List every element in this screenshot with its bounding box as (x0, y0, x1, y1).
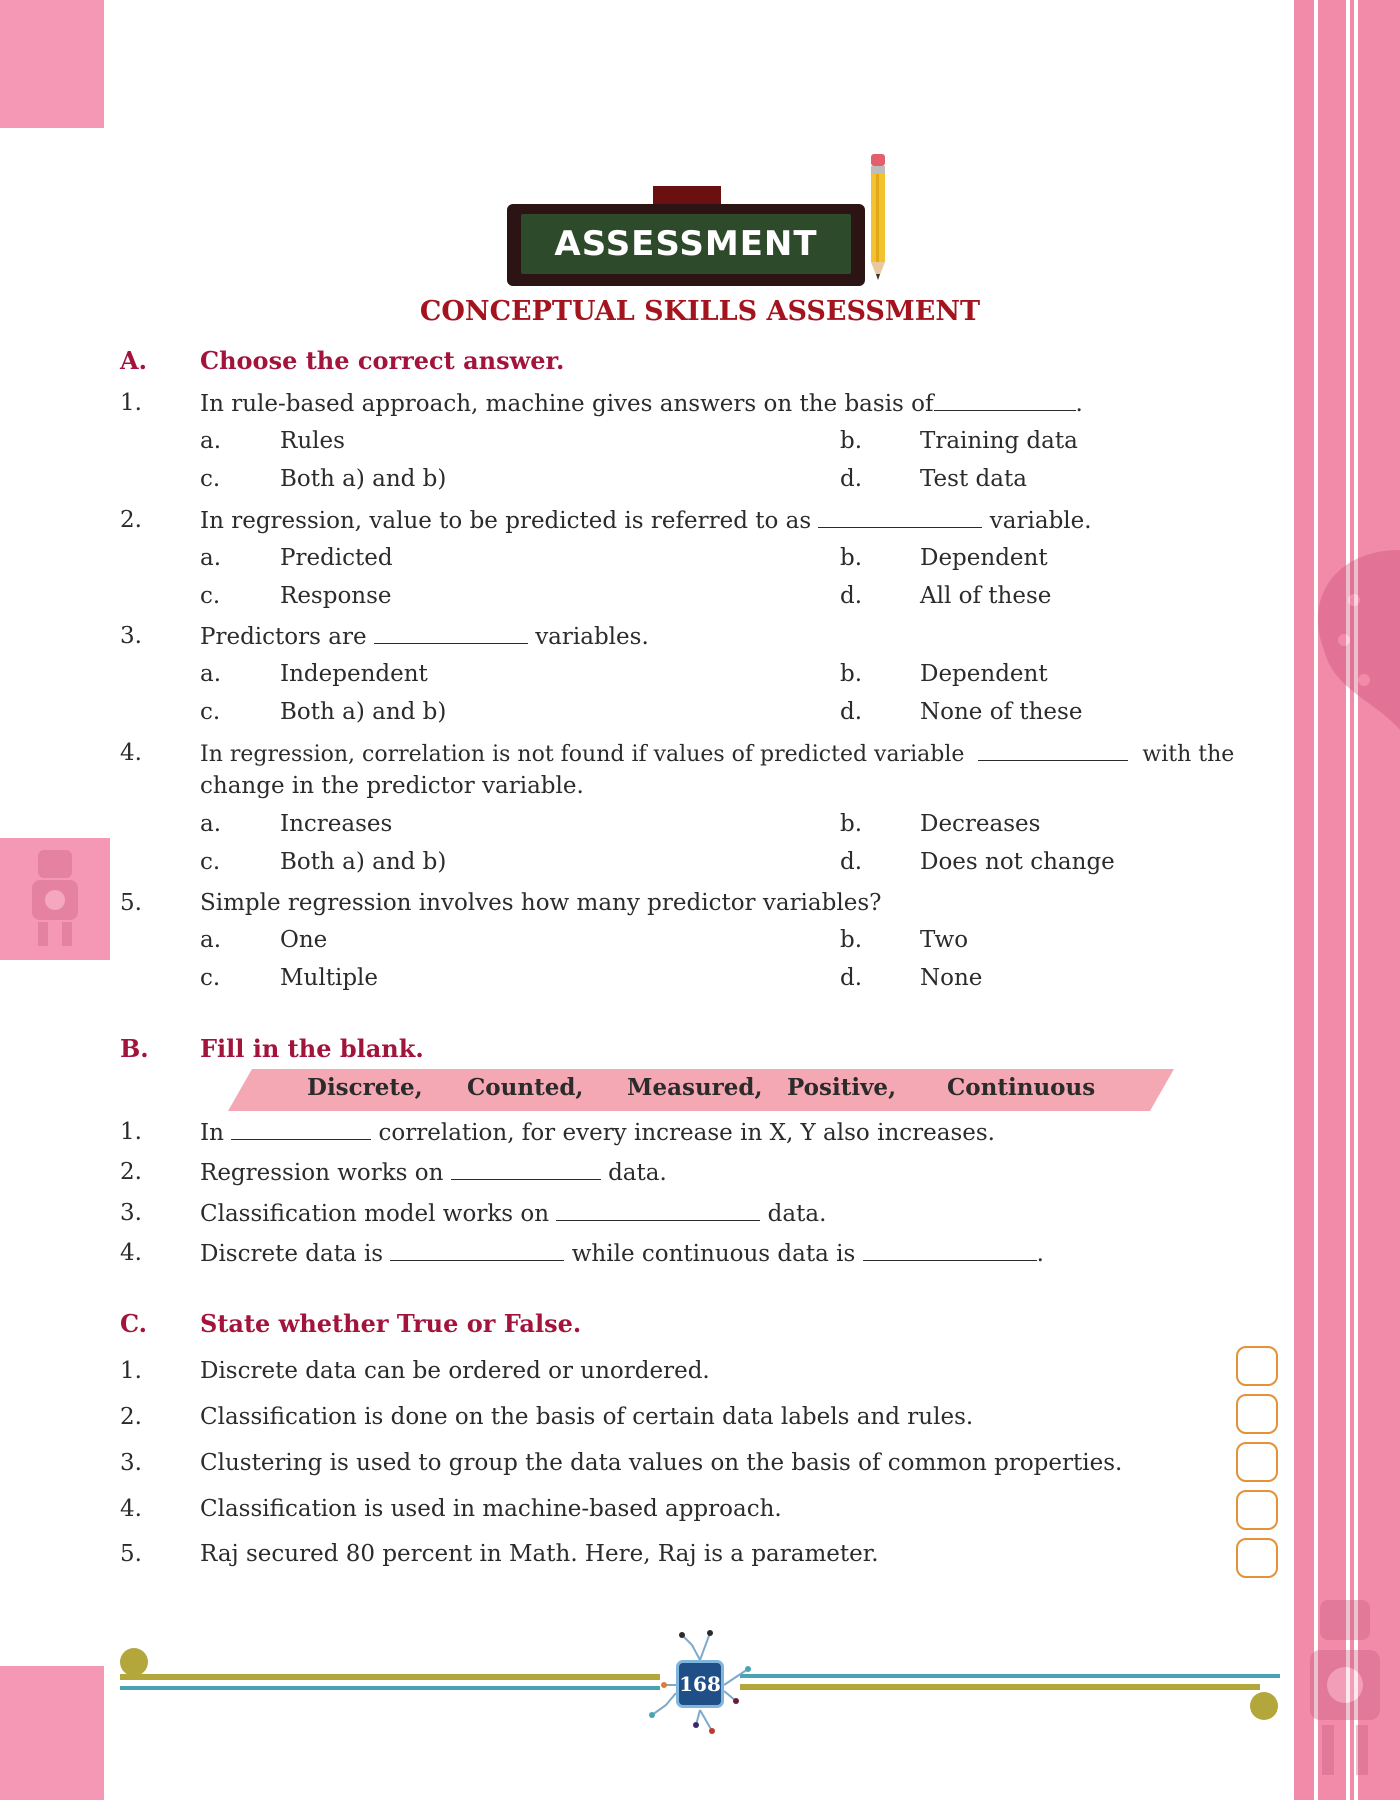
option-text[interactable]: One (280, 927, 328, 953)
option-letter: d. (840, 583, 863, 609)
option-letter: b. (840, 545, 863, 571)
question-text: In regression, value to be predicted is referred to as variable. (200, 505, 1092, 536)
option-letter: c. (200, 849, 221, 875)
option-letter: c. (200, 583, 221, 609)
footer-dot (120, 1648, 148, 1676)
statement-text: Discrete data can be ordered or unordered. (200, 1358, 710, 1384)
pencil-icon (869, 154, 887, 284)
option-text[interactable]: Decreases (920, 811, 1041, 837)
question-number: 1. (120, 390, 142, 416)
option-text[interactable]: Rules (280, 428, 345, 454)
option-text[interactable]: Dependent (920, 545, 1048, 571)
true-false-answer-box[interactable] (1236, 1442, 1278, 1482)
item-number: 2. (120, 1404, 142, 1430)
assessment-logo (505, 150, 895, 290)
option-letter: d. (840, 965, 863, 991)
section-title: State whether True or False. (200, 1309, 582, 1338)
true-false-answer-box[interactable] (1236, 1346, 1278, 1386)
word-bank-item: Discrete, (307, 1074, 423, 1101)
answer-blank[interactable] (231, 1117, 371, 1140)
question-number: 4. (120, 740, 142, 766)
footer-line (740, 1684, 1260, 1690)
answer-blank[interactable] (863, 1238, 1037, 1261)
item-number: 2. (120, 1159, 142, 1185)
statement-text: Classification is used in machine-based approach. (200, 1496, 782, 1522)
true-false-answer-box[interactable] (1236, 1394, 1278, 1434)
question-text: In rule-based approach, machine gives answers on the basis of . (200, 388, 1083, 419)
section-letter: C. (120, 1309, 148, 1338)
option-text[interactable]: Independent (280, 661, 428, 687)
statement-text: Classification is done on the basis of certain data labels and rules. (200, 1404, 974, 1430)
answer-blank[interactable] (934, 388, 1076, 411)
question-number: 5. (120, 890, 142, 916)
question-text: Predictors are variables. (200, 621, 649, 652)
true-false-answer-box[interactable] (1236, 1490, 1278, 1530)
band-stripe (1314, 0, 1318, 1800)
option-text[interactable]: None (920, 965, 983, 991)
option-letter: c. (200, 965, 221, 991)
option-letter: d. (840, 699, 863, 725)
option-letter: c. (200, 466, 221, 492)
item-number: 3. (120, 1450, 142, 1476)
question-number: 3. (120, 623, 142, 649)
option-letter: a. (200, 545, 222, 571)
section-letter: A. (120, 346, 147, 375)
question-text: In regression, correlation is not found if values of predicted variable with the (200, 738, 1234, 770)
word-bank-item: Continuous (947, 1074, 1096, 1101)
option-letter: b. (840, 661, 863, 687)
option-letter: b. (840, 811, 863, 837)
question-text-line2: change in the predictor variable. (200, 773, 584, 799)
option-text[interactable]: All of these (920, 583, 1052, 609)
footer-line (740, 1674, 1280, 1678)
section-letter: B. (120, 1034, 149, 1063)
answer-blank[interactable] (390, 1238, 564, 1261)
item-number: 5. (120, 1541, 142, 1567)
option-letter: a. (200, 661, 222, 687)
item-number: 1. (120, 1358, 142, 1384)
word-bank-item: Counted, (467, 1074, 584, 1101)
top-left-corner-block (0, 0, 104, 128)
option-text[interactable]: Test data (920, 466, 1027, 492)
fill-blank-text: In correlation, for every increase in X, Y also increases. (200, 1117, 995, 1148)
answer-blank[interactable] (374, 621, 528, 644)
robot-icon (1300, 1580, 1390, 1790)
option-text[interactable]: Multiple (280, 965, 379, 991)
option-text[interactable]: None of these (920, 699, 1083, 725)
brain-circuit-icon (1294, 540, 1400, 740)
option-letter: a. (200, 811, 222, 837)
footer-line (120, 1674, 660, 1680)
option-text[interactable]: Two (920, 927, 969, 953)
answer-blank[interactable] (978, 738, 1128, 761)
item-number: 4. (120, 1496, 142, 1522)
word-bank-item: Positive, (787, 1074, 897, 1101)
option-letter: c. (200, 699, 221, 725)
word-bank-item: Measured, (627, 1074, 763, 1101)
answer-blank[interactable] (818, 505, 982, 528)
option-text[interactable]: Increases (280, 811, 393, 837)
answer-blank[interactable] (556, 1198, 760, 1221)
assessment-badge: ASSESSMENT (521, 214, 851, 274)
fill-blank-text: Regression works on data. (200, 1157, 667, 1188)
option-letter: a. (200, 927, 222, 953)
option-text[interactable]: Response (280, 583, 392, 609)
option-letter: d. (840, 466, 863, 492)
option-text[interactable]: Predicted (280, 545, 393, 571)
page-number: 168 (676, 1660, 724, 1708)
option-letter: a. (200, 428, 222, 454)
section-title: Choose the correct answer. (200, 346, 565, 375)
fill-blank-text: Classification model works on data. (200, 1198, 826, 1229)
option-letter: b. (840, 428, 863, 454)
option-letter: b. (840, 927, 863, 953)
option-text[interactable]: Both a) and b) (280, 466, 447, 492)
option-letter: d. (840, 849, 863, 875)
statement-text: Clustering is used to group the data values on the basis of common properties. (200, 1450, 1123, 1476)
band-stripe (1346, 0, 1350, 1800)
answer-blank[interactable] (451, 1157, 601, 1180)
question-text: Simple regression involves how many predictor variables? (200, 890, 882, 916)
footer-dot (1250, 1692, 1278, 1720)
item-number: 4. (120, 1240, 142, 1266)
fill-blank-text: Discrete data is while continuous data is . (200, 1238, 1044, 1269)
page-title: CONCEPTUAL SKILLS ASSESSMENT (419, 296, 981, 327)
question-number: 2. (120, 507, 142, 533)
option-text[interactable]: Training data (920, 428, 1078, 454)
robot-icon (18, 846, 92, 956)
statement-text: Raj secured 80 percent in Math. Here, Raj is a parameter. (200, 1541, 879, 1567)
true-false-answer-box[interactable] (1236, 1538, 1278, 1578)
option-text[interactable]: Both a) and b) (280, 849, 447, 875)
band-stripe (1354, 0, 1358, 1800)
item-number: 1. (120, 1119, 142, 1145)
item-number: 3. (120, 1200, 142, 1226)
bottom-left-corner-block (0, 1666, 104, 1800)
footer-line (120, 1686, 660, 1690)
option-text[interactable]: Does not change (920, 849, 1115, 875)
section-title: Fill in the blank. (200, 1034, 424, 1063)
option-text[interactable]: Both a) and b) (280, 699, 447, 725)
option-text[interactable]: Dependent (920, 661, 1048, 687)
